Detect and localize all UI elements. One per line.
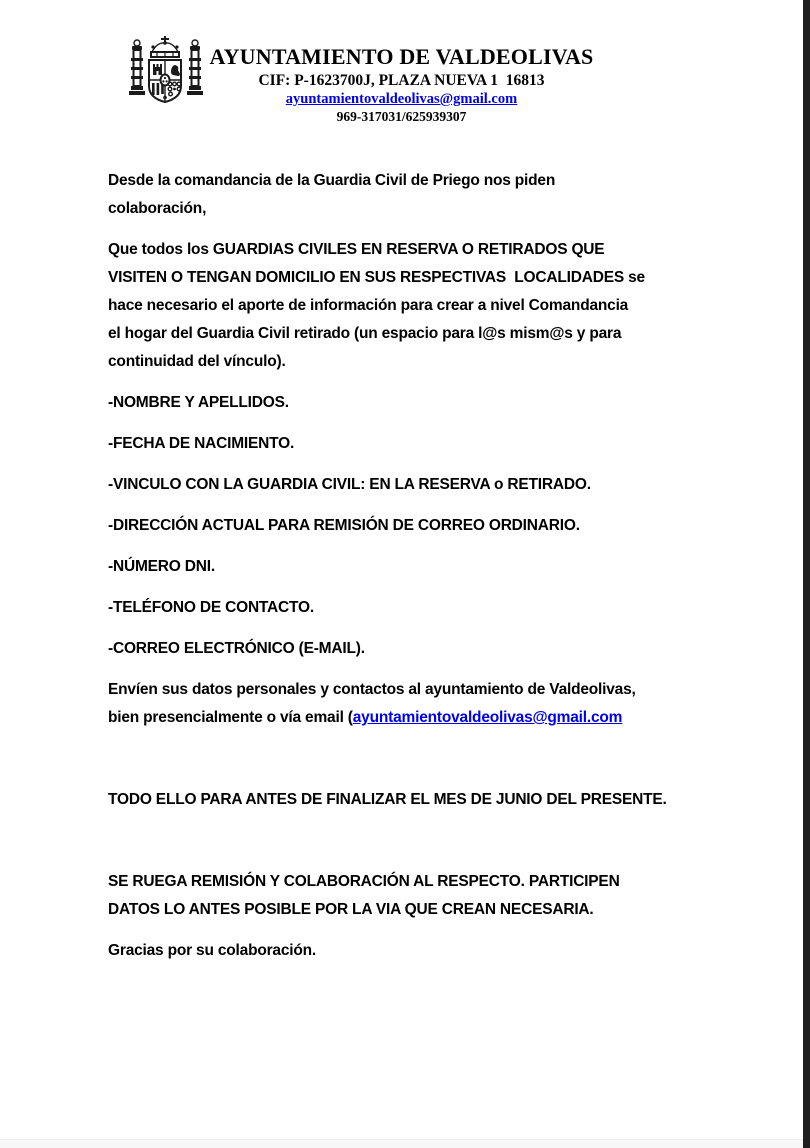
data-field-item <box>108 471 810 499</box>
text-line: TODO ELLO PARA ANTES DE FINALIZAR EL MES DE JUNIO DEL PRESENTE. <box>108 791 667 808</box>
data-field-item <box>108 512 810 540</box>
data-field-item <box>108 635 810 663</box>
letterhead-text <box>0 44 803 125</box>
text-line: -CORREO ELECTRÓNICO (E-MAIL). <box>108 640 365 657</box>
body-email-link[interactable]: ayuntamientovaldeolivas@gmail.com <box>352 709 623 726</box>
text-line: el hogar del Guardia Civil retirado (un espacio para l@s mism@s y para <box>108 325 622 342</box>
text-line: -TELÉFONO DE CONTACTO. <box>108 599 314 616</box>
letter-body <box>0 167 810 965</box>
text-line: -VINCULO CON LA GUARDIA CIVIL: EN LA RESERVA o RETIRADO. <box>108 476 591 493</box>
text-line: -FECHA DE NACIMIENTO. <box>108 435 295 452</box>
text-line <box>108 704 810 732</box>
text-line: Que todos los GUARDIAS CIVILES EN RESERVA O RETIRADOS QUE <box>108 241 605 258</box>
data-field-item <box>108 389 810 417</box>
text-line: continuidad del vínculo). <box>108 353 286 370</box>
data-field-item <box>108 553 810 581</box>
send-prefix-text: bien presencialmente o vía email ( <box>108 709 353 726</box>
deadline-line <box>108 786 810 814</box>
intro-paragraph <box>108 167 810 223</box>
text-line: -NOMBRE Y APELLIDOS. <box>108 394 289 411</box>
page-bottom-edge <box>0 1139 803 1148</box>
text-line: -DIRECCIÓN ACTUAL PARA REMISIÓN DE CORREO ORDINARIO. <box>108 517 580 534</box>
text-line: Envíen sus datos personales y contactos al ayuntamiento de Valdeolivas, <box>108 681 636 698</box>
blank-spacer <box>108 745 810 786</box>
header-email-link[interactable]: ayuntamientovaldeolivas@gmail.com <box>285 91 518 107</box>
org-title: AYUNTAMIENTO DE VALDEOLIVAS <box>209 44 594 69</box>
text-line: Gracias por su colaboración. <box>108 942 317 959</box>
text-line: VISITEN O TENGAN DOMICILIO EN SUS RESPECTIVAS LOCALIDADES se <box>108 269 645 286</box>
request-info-paragraph <box>108 236 810 376</box>
text-line: Desde la comandancia de la Guardia Civil de Priego nos piden <box>108 172 556 189</box>
urging-paragraph <box>108 868 810 924</box>
text-line: colaboración, <box>108 200 207 217</box>
blank-spacer <box>108 827 810 868</box>
letterhead <box>0 0 810 167</box>
data-field-item <box>108 594 810 622</box>
thanks-line <box>108 937 810 965</box>
cif-address-line: CIF: P-1623700J, PLAZA NUEVA 1 16813 <box>258 72 545 89</box>
phone-numbers: 969-317031/625939307 <box>336 109 467 124</box>
send-instructions-paragraph <box>108 676 810 732</box>
text-line: hace necesario el aporte de información para crear a nivel Comandancia <box>108 297 629 314</box>
text-line: SE RUEGA REMISIÓN Y COLABORACIÓN AL RESPECTO. PARTICIPEN <box>108 873 620 890</box>
data-field-item <box>108 430 810 458</box>
text-line: DATOS LO ANTES POSIBLE POR LA VIA QUE CREAN NECESARIA. <box>108 901 594 918</box>
window-edge-bar <box>803 0 810 1148</box>
text-line: -NÚMERO DNI. <box>108 558 215 575</box>
